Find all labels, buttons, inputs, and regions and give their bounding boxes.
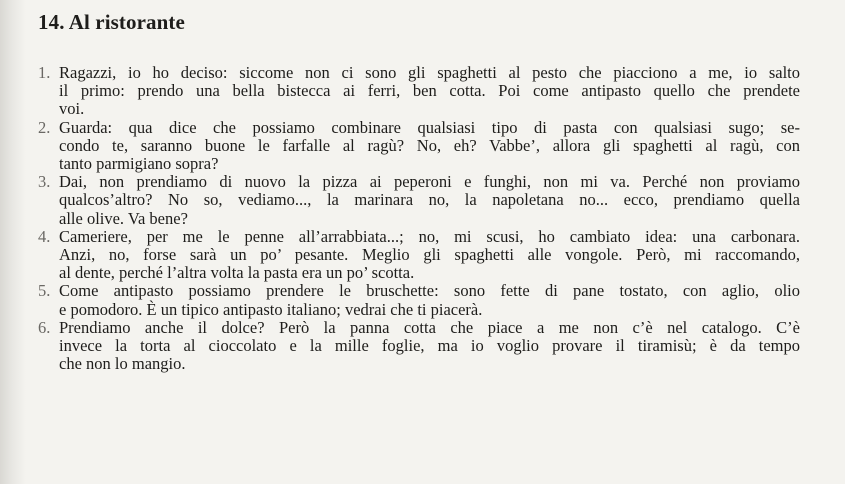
item-text-line: Dai, non prendiamo di nuovo la pizza ai peperoni e funghi, non mi va. Perché non proviamo (59, 172, 800, 192)
exercise-item-1 (38, 64, 800, 119)
exercise-item-3 (38, 173, 800, 228)
item-text-line: tanto parmigiano sopra? (59, 154, 219, 174)
item-text-line: il primo: prendo una bella bistecca ai ferri, ben cotta. Poi come antipasto quello che prendete (59, 81, 800, 101)
item-text-line: Ragazzi, io ho deciso: siccome non ci sono gli spaghetti al pesto che piacciono a me, io salto (59, 63, 800, 82)
item-number: 5. (38, 281, 51, 301)
item-text-line: invece la torta al cioccolato e la mille foglie, ma io voglio provare il tiramisù; è da tempo (59, 336, 800, 356)
item-text-line: Guarda: qua dice che possiamo combinare qualsiasi tipo di pasta con qualsiasi sugo; se- (59, 117, 800, 137)
item-text-line: Cameriere, per me le penne all’arrabbiata...; no, mi scusi, ho cambiato idea: una carbonara. (59, 226, 800, 246)
exercise-item-5 (38, 282, 800, 318)
item-number: 3. (38, 172, 51, 192)
exercise-item-4 (38, 228, 800, 283)
item-number: 4. (38, 226, 51, 246)
item-text-line: Come antipasto possiamo prendere le bruschette: sono fette di pane tostato, con aglio, olio (59, 281, 800, 301)
item-text-line: voi. (59, 99, 85, 119)
item-number: 6. (38, 317, 51, 337)
item-text-line: Anzi, no, forse sarà un po’ pesante. Meglio gli spaghetti alle vongole. Però, mi raccomando, (59, 245, 800, 265)
item-text-line: qualcos’altro? No so, vediamo..., la marinara no, la napoletana no... ecco, prendiamo quella (59, 190, 800, 210)
exercise-item-6 (38, 319, 800, 374)
page-gutter-shadow (0, 0, 26, 484)
item-number: 1. (38, 63, 51, 82)
exercise-list (38, 64, 800, 373)
item-text-line: alle olive. Va bene? (59, 208, 188, 228)
item-text-line: che non lo mangio. (59, 354, 186, 374)
item-text-line: al dente, perché l’altra volta la pasta era un po’ scotta. (59, 263, 415, 283)
item-text-line: condo te, saranno buone le farfalle al ragù? No, eh? Vabbe’, allora gli spaghetti al ragù, con (59, 135, 800, 155)
exercise-title: 14. Al ristorante (38, 10, 185, 34)
item-text-line: Prendiamo anche il dolce? Però la panna cotta che piace a me non c’è nel catalogo. C’è (59, 317, 800, 337)
item-number: 2. (38, 117, 51, 137)
exercise-item-2 (38, 119, 800, 174)
item-text-line: e pomodoro. È un tipico antipasto italiano; vedrai che ti piacerà. (59, 299, 483, 319)
